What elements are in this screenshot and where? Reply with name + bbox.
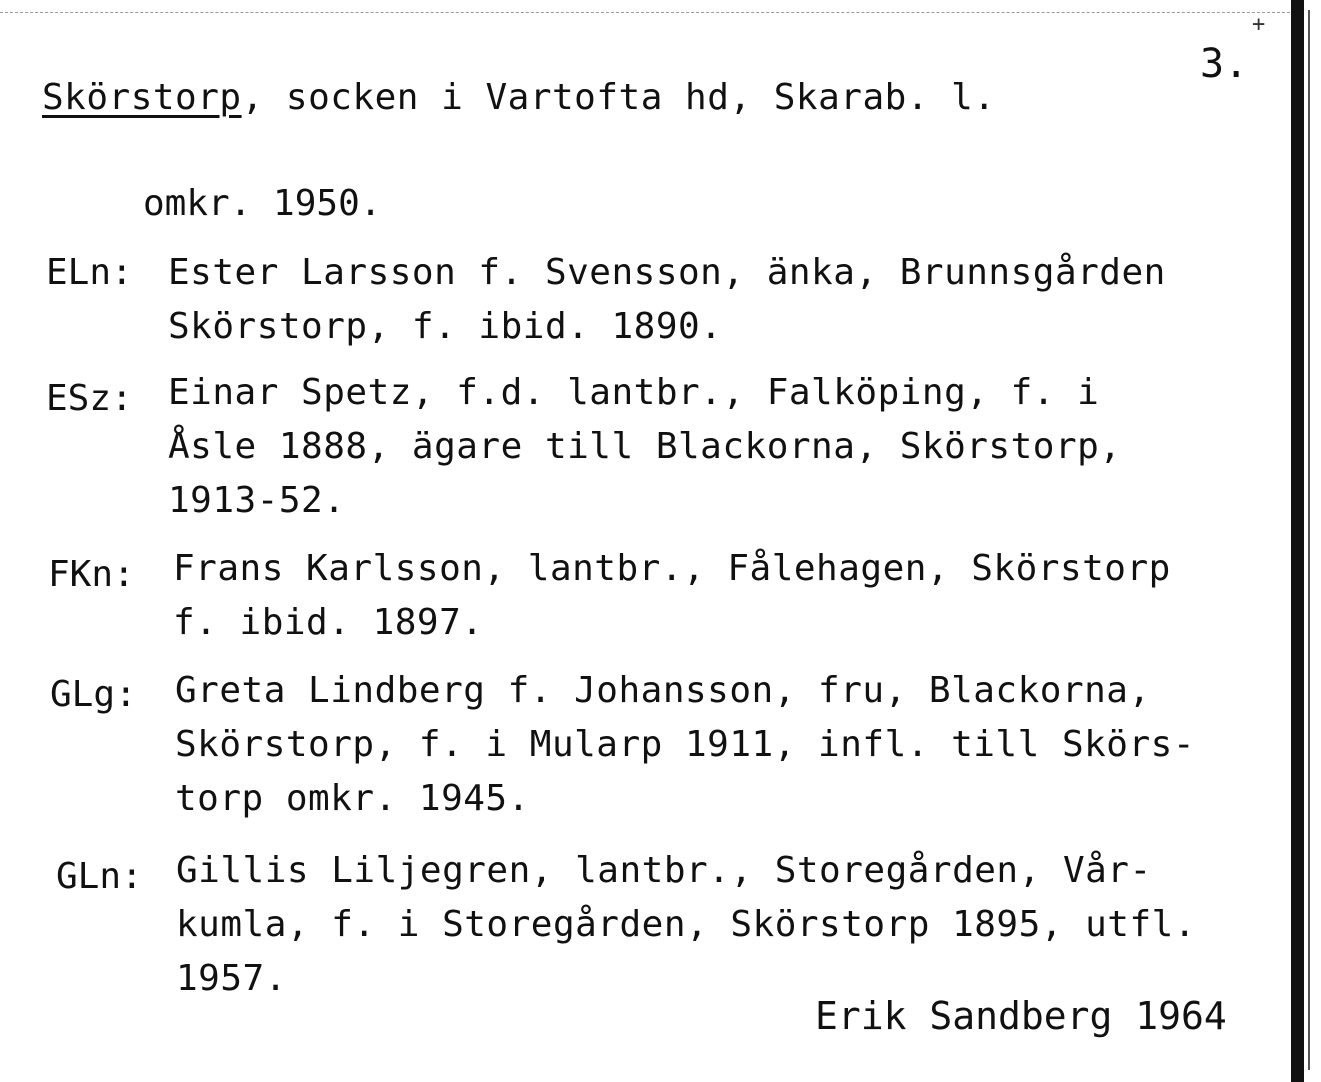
entry-line: 1913-52. (168, 480, 346, 521)
informant-code: ELn: (46, 252, 133, 293)
entry-line: f. ibid. 1897. (173, 602, 484, 643)
informant-code: GLn: (56, 856, 143, 897)
informant-text (173, 542, 1171, 650)
informant-code: GLg: (50, 674, 137, 715)
place-description: , socken i Vartofta hd, Skarab. l. (241, 77, 996, 118)
entry-line: torp omkr. 1945. (175, 778, 530, 819)
informant-code: ESz: (46, 378, 133, 419)
informant-text (176, 844, 1196, 1006)
entry-line: Skörstorp, f. ibid. 1890. (168, 306, 723, 347)
informant-text (168, 246, 1166, 354)
card-number: 3. (1200, 41, 1249, 87)
entry-line: Frans Karlsson, lantbr., Fålehagen, Skörstorp (173, 548, 1171, 589)
informant-text (175, 664, 1195, 826)
entry-line: Åsle 1888, ägare till Blackorna, Skörstorp, (168, 426, 1122, 467)
entry-line: Skörstorp, f. i Mularp 1911, infl. till Skörs- (175, 724, 1195, 765)
registration-mark: + (1252, 12, 1266, 37)
entry-line: Ester Larsson f. Svensson, änka, Brunnsgården (168, 252, 1166, 293)
entry-line: Einar Spetz, f.d. lantbr., Falköping, f. i (168, 372, 1100, 413)
card-right-edge (1291, 0, 1304, 1082)
entry-line: 1957. (176, 958, 287, 999)
signature: Erik Sandberg 1964 (815, 994, 1227, 1038)
card-top-edge (0, 12, 1290, 13)
entry-line: Gillis Liljegren, lantbr., Storegården, Vår- (176, 850, 1152, 891)
record-period: omkr. 1950. (143, 183, 382, 224)
place-name: Skörstorp (42, 77, 242, 118)
informant-code: FKn: (48, 554, 135, 595)
card-heading (42, 74, 996, 122)
card-right-edge-line (1308, 10, 1310, 1070)
entry-line: Greta Lindberg f. Johansson, fru, Blackorna, (175, 670, 1151, 711)
entry-line: kumla, f. i Storegården, Skörstorp 1895, utfl. (176, 904, 1196, 945)
informant-text (168, 366, 1121, 528)
